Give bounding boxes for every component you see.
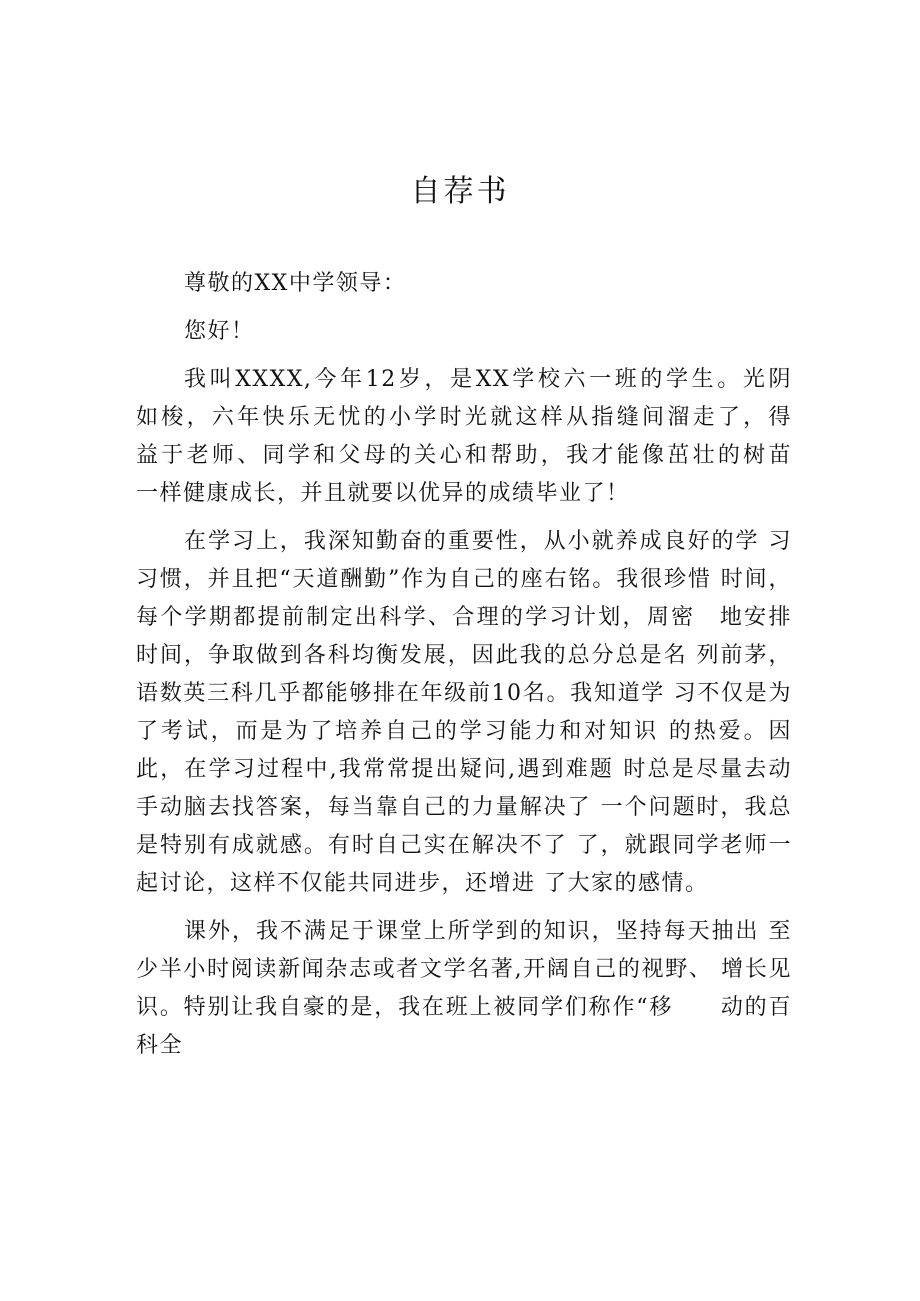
greeting: 您好！	[184, 319, 255, 344]
document-body	[136, 265, 816, 1065]
paragraph-intro: 我叫XXXX,今年12岁，是XX学校六一班的学生。光阴 如梭，六年快乐无忧的小学时光就这样从指缝间溜走了，得 益于老师、同学和父母的关心和帮助，我才能像茁壮的树苗 一样健康成长，并且就要以优异的成绩毕业了！	[136, 367, 816, 506]
document-title: 自荐书	[410, 174, 510, 209]
paragraph-study: 在学习上，我深知勤奋的重要性，从小就养成良好的学 习习惯，并且把“天道酬勤”作为自己的座右铭。我很珍惜 时间，每个学期都提前制定出科学、合理的学习计划，周密 地安排时间，争取做到各科均衡发展，因此我的总分总是名 列前茅，语数英三科几乎都能够排在年级前10名。我知道学 习不仅是为了考试，而是为了培养自己的学习能力和对知识 的热爱。因此，在学习过程中,我常常提出疑问,遇到难题 时总是尽量去动手动脑去找答案，每当靠自己的力量解决了 一个问题时，我总是特别有成就感。有时自己实在解决不了 了，就跟同学老师一起讨论，这样不仅能共同进步，还增进 了大家的感情。	[136, 529, 792, 896]
paragraph-extracurricular: 课外，我不满足于课堂上所学到的知识，坚持每天抽出 至少半小时阅读新闻杂志或者文学名著,开阔自己的视野、 增长见识。特别让我自豪的是，我在班上被同学们称作“移 动的百科全	[136, 919, 792, 1058]
salutation: 尊敬的XX中学领导：	[184, 271, 407, 296]
